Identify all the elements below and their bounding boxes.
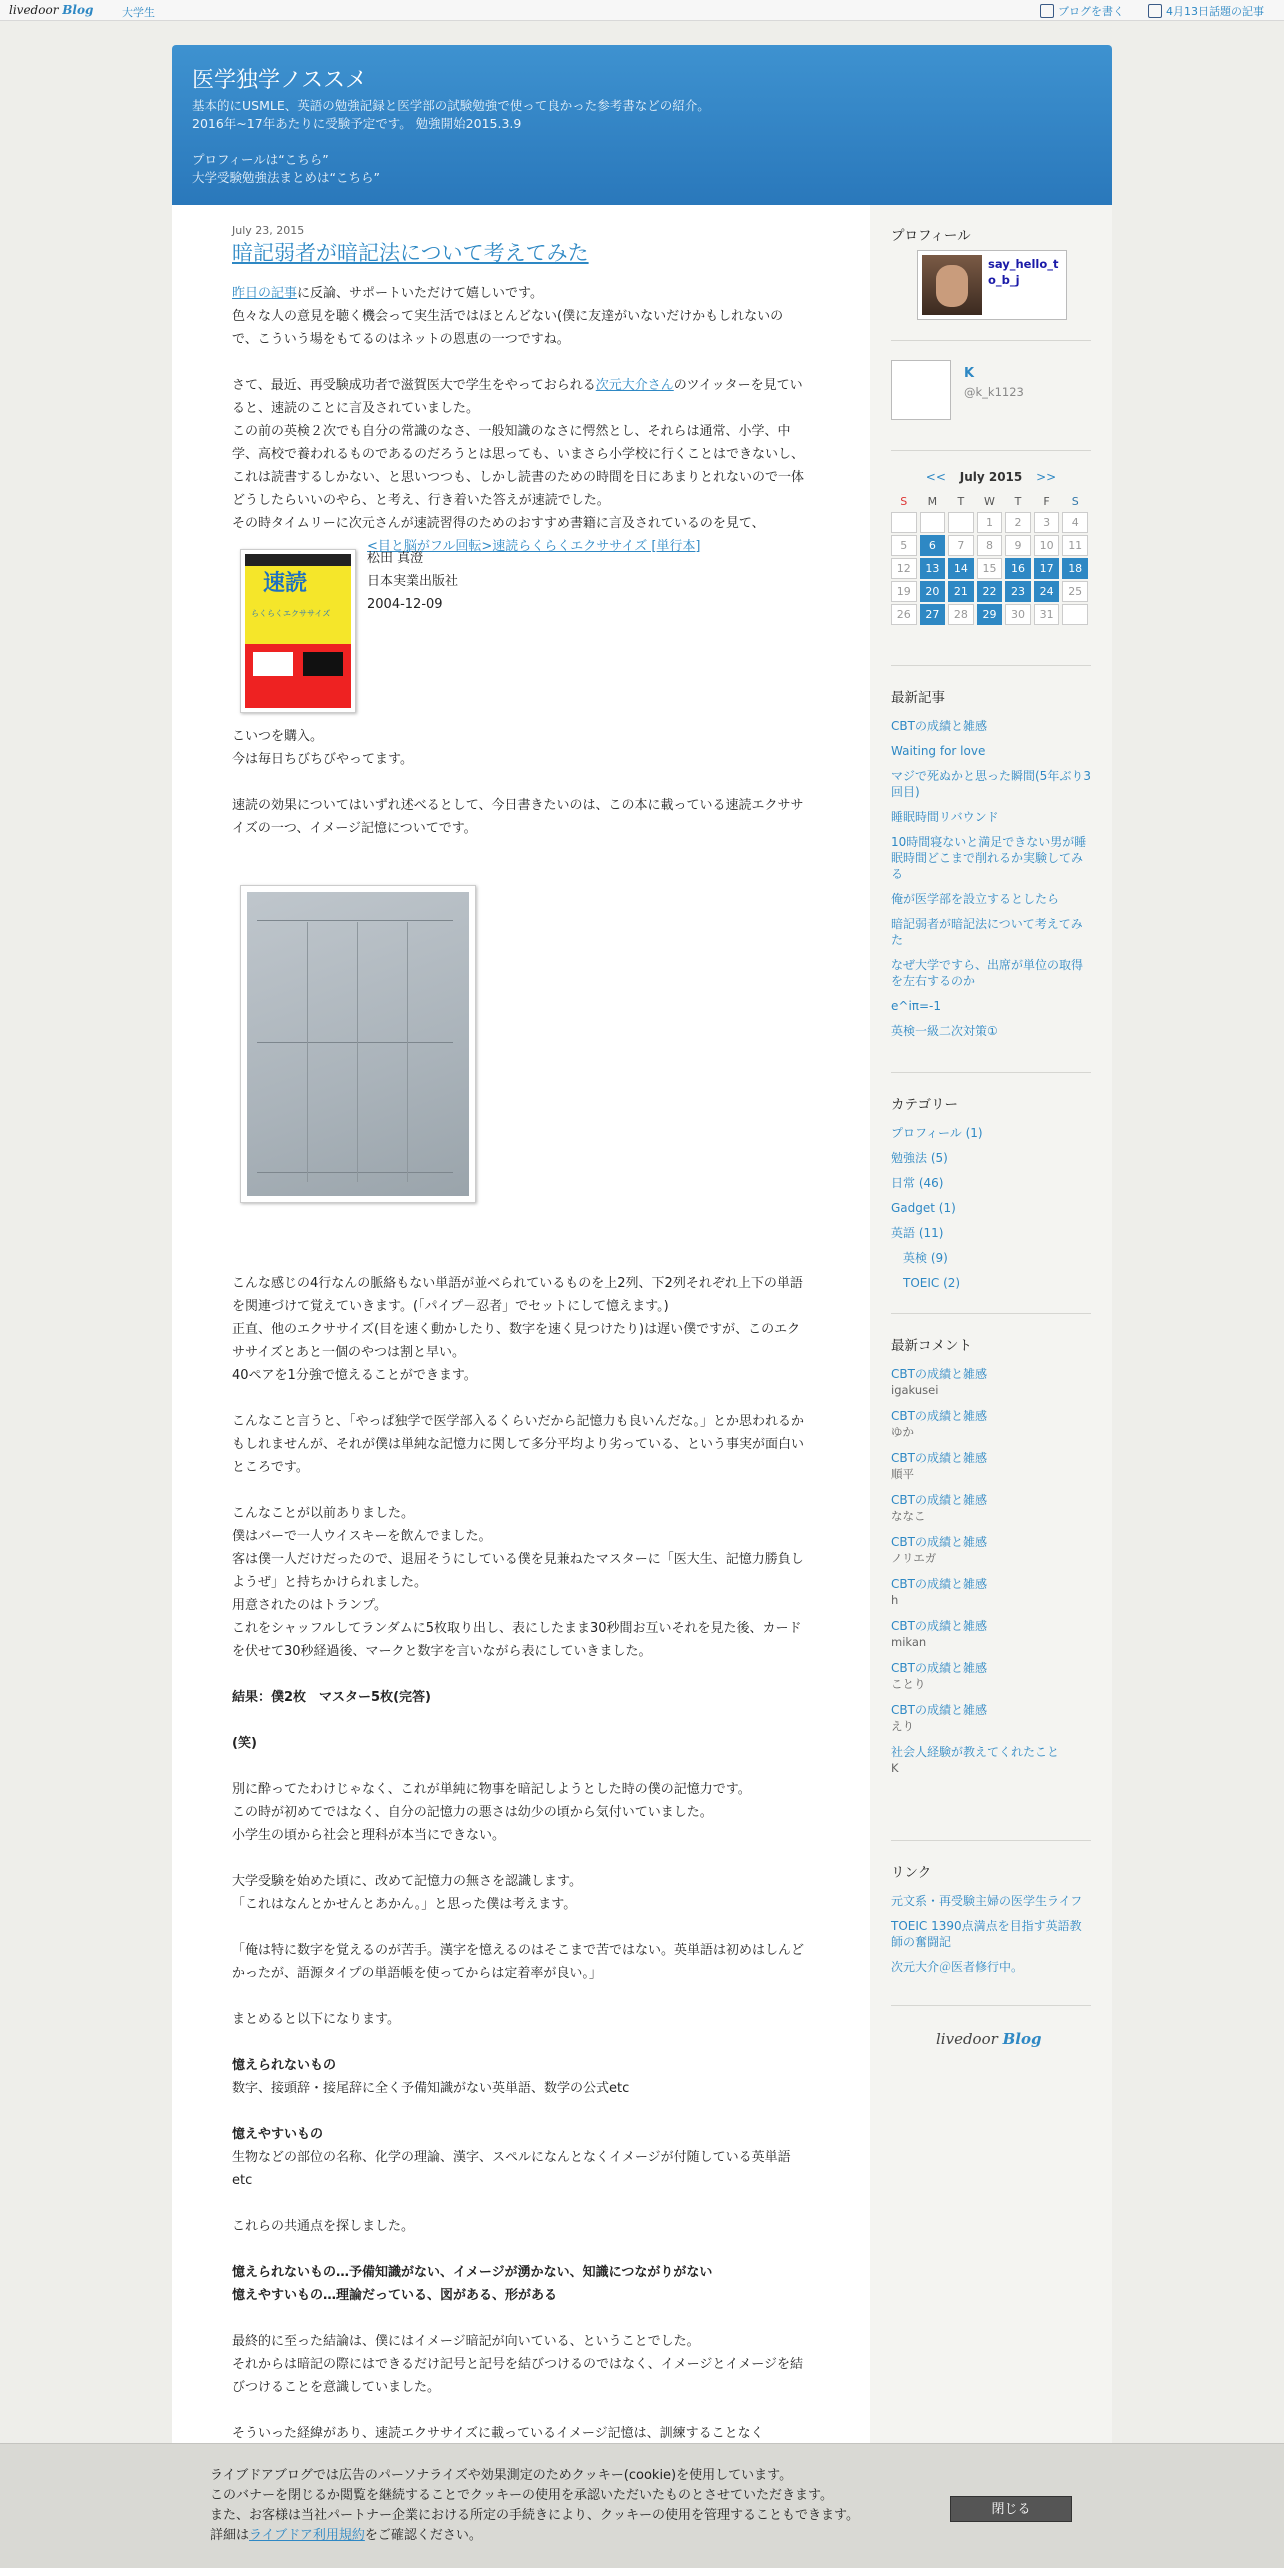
calendar-day: 28 [948,604,974,625]
comments-list [891,1366,1091,1776]
recent-posts-section [891,686,1091,1048]
recent-post-item [891,718,1091,734]
link-item [891,1893,1091,1909]
calendar-icon [1148,4,1162,18]
recent-post-item [891,998,1091,1014]
cookie-line: また、お客様は当社パートナー企業における所定の手続きにより、クッキーの使用を管理することもできます。 [210,2508,859,2523]
calendar-day: 25 [1062,581,1088,602]
category-link[interactable]: 英検 (9) [903,1251,948,1265]
category-link[interactable]: 勉強法 (5) [891,1151,948,1165]
link-item [891,1918,1091,1950]
weekday-label: F [1043,494,1050,508]
calendar-day-link[interactable]: 23 [1005,581,1031,602]
comment-item [891,1744,1091,1776]
topic-link[interactable] [1148,3,1264,19]
comment-item [891,1702,1091,1734]
calendar-day: 30 [1005,604,1031,625]
paragraph: その時タイムリーに次元さんが速読習得のためのおすすめ書籍に言及されているのを見て、 [232,516,765,531]
calendar-day: 5 [891,535,917,556]
calendar-day: 12 [891,558,917,579]
calendar-day-link[interactable]: 13 [920,558,946,579]
profile-heading: プロフィール [891,228,971,244]
calendar-day-link[interactable]: 14 [948,558,974,579]
subheading [232,2123,806,2146]
paragraph: 速読の効果についてはいずれ述べるとして、今日書きたいのは、この本に載っている速読エクササイズの一つ、イメージ記憶についてです。 [232,798,804,836]
text: こいつを購入。 [232,729,324,744]
comment-author: えり [891,1719,914,1733]
cookie-line: ライブドアブログでは広告のパーソナライズや効果測定のためクッキー(cookie)を使用しています。 [210,2468,793,2483]
recent-post-link[interactable]: 10時間寝ないと満足できない男が睡眠時間どこまで削れるか実験してみる [891,835,1087,881]
book-date: 2004-12-09 [367,597,443,612]
divider [891,1313,1091,1314]
calendar-day-link[interactable]: 21 [948,581,974,602]
paragraph: こんなことが以前ありました。 [232,1506,415,1521]
result [232,1686,806,1709]
text: 色々な人の意見を聴く機会って実生活ではほとんどない(僕に友達がいないだけかもしれないので、こういう場をもてるのはネットの恩恵の一つですね。 [232,309,784,347]
book-cover-title: 速読 [263,571,308,596]
category-item [891,1225,1091,1241]
calendar-day: 11 [1062,535,1088,556]
desc-spacer [192,133,952,151]
calendar-grid [888,490,1091,627]
paragraph: それからは暗記の際にはできるだけ記号と記号を結びつけるのではなく、イメージとイメージを結びつけることを意識していました。 [232,2357,803,2395]
comment-item [891,1450,1091,1482]
comment-post-link[interactable]: 社会人経験が教えてくれたこと [891,1745,1060,1759]
divider [891,2005,1091,2006]
recent-post-link[interactable]: 暗記弱者が暗記法について考えてみた [891,917,1083,947]
paragraph: 別に酔ってたわけじゃなく、これが単純に物事を暗記しようとした時の僕の記憶力です。 [232,1782,751,1797]
calendar-month: July 2015 [959,470,1023,484]
recent-post-item [891,834,1091,882]
recent-comments-section [891,1334,1091,1786]
recent-post-item [891,743,1091,759]
comment-author: mikan [891,1635,927,1649]
cookie-line [210,2526,930,2546]
logo-blog-text: Blog [62,3,94,17]
bold-text: 憶えられないもの…予備知識がない、イメージが湧かない、知識につながりがない [232,2265,713,2280]
category-link[interactable]: 英語 (11) [891,1226,944,1240]
comment-author: ことり [891,1677,926,1691]
calendar-next-button[interactable]: >> [1036,470,1057,484]
book-cover-image[interactable] [240,549,356,713]
calendar-day-link[interactable]: 24 [1034,581,1060,602]
weekday-label: S [1071,494,1079,508]
comment-post-link[interactable]: CBTの成績と雑感 [891,1367,987,1381]
blog-description [192,97,952,187]
paragraph [232,725,806,771]
calendar-day: 10 [1034,535,1060,556]
cookie-text [210,2466,930,2546]
calendar-header [891,470,1091,484]
category-item [891,1125,1091,1141]
paragraph: 数字、接頭辞・接尾辞に全く予備知識がない英単語、数学の公式etc [232,2081,630,2096]
subheading-text: 憶えやすいもの [232,2127,324,2142]
weekday-label: M [927,494,938,508]
bold-line [232,2261,806,2284]
calendar-day-link[interactable]: 20 [920,581,946,602]
divider [891,340,1091,341]
calendar-day: 7 [948,535,974,556]
recent-post-link[interactable]: 英検一級二次対策① [891,1024,998,1038]
topic-label: 4月13日話題の記事 [1166,5,1264,18]
paragraph: 客は僕一人だけだったので、退屈そうにしている僕を見兼ねたマスターに「医大生、記憶力勝負しようぜ」と持ちかけられました。 [232,1552,804,1590]
weekday-label: T [957,494,965,508]
links-list [891,1893,1091,1975]
comment-post-link[interactable]: CBTの成績と雑感 [891,1577,987,1591]
category-item [891,1175,1091,1191]
calendar-day-link[interactable]: 18 [1062,558,1088,579]
comment-item [891,1534,1091,1566]
paragraph: この前の英検２次でも自分の常識のなさ、一般知識のなさに愕然とし、それらは通常、小学、中学、高校で養われるものであるのだろうとは思っても、いまさら小学校に行くことはできないし、これは読書するしかない、と思いつつも、しかし読書のための時間を日にあまりとれないので一体どうしたらいいのやら、と考え、行き着いた答えが速読でした。 [232,424,805,508]
comment-item [891,1366,1091,1398]
comment-post-link[interactable]: CBTの成績と雑感 [891,1451,987,1465]
paragraph: 用意されたのはトランプ。 [232,1598,387,1613]
comment-post-link[interactable]: CBTの成績と雑感 [891,1535,987,1549]
paragraph [232,374,806,420]
book-publisher: 日本実業出版社 [367,574,459,589]
paragraph: そういった経緯があり、速読エクササイズに載っているイメージ記憶は、訓練することなく [232,2426,764,2441]
text: さて、最近、再受験成功者で滋賀医大で学生をやっておられる [232,378,596,393]
calendar-day: 3 [1034,512,1060,533]
recent-post-item [891,957,1091,989]
desc-profile-line[interactable]: プロフィールは“こちら” [192,152,329,167]
recent-post-link[interactable]: Waiting for love [891,744,986,758]
book-link[interactable]: <目と脳がフル回転>速読らくらくエクササイズ [単行本] [367,539,701,554]
comment-author: h [891,1593,899,1607]
calendar-day-link[interactable]: 6 [920,535,946,556]
category-heading: カテゴリー [891,1097,958,1113]
bold-line [232,2284,806,2307]
text: のツイッターを見ていると、速読のことに言及されていました。 [232,378,803,416]
desc-line: 2016年~17年あたりに受験予定です。 勉強開始2015.3.9 [192,116,522,131]
category-item [891,1200,1091,1216]
result-text: 結果：僕2枚 マスター5枚(完答) [232,1690,431,1705]
external-link[interactable]: 次元大介＠医者修行中。 [891,1960,1024,1974]
footer-logo-blog: Blog [1002,2030,1042,2048]
paragraph: 「これはなんとかせんとあかん。」と思った僕は考えます。 [232,1897,577,1912]
category-list [891,1125,1091,1291]
subheading [232,2054,806,2077]
calendar-day-link[interactable]: 22 [977,581,1003,602]
calendar-day [920,512,946,533]
write-blog-label: ブログを書く [1058,5,1124,18]
weekday-label: T [1014,494,1022,508]
footer-logo-text: livedoor [936,2030,998,2048]
external-link[interactable]: TOEIC 1390点満点を目指す英語教師の奮闘記 [891,1919,1082,1949]
category-item [891,1150,1091,1166]
calendar-day: 2 [1005,512,1031,533]
amazon-book-box [232,535,806,725]
weekday-label: S [900,494,908,508]
k-avatar[interactable] [891,360,951,420]
paragraph: この時が初めてではなく、自分の記憶力の悪さは幼少の頃から気付いていました。 [232,1805,713,1820]
profile-card[interactable] [917,250,1067,320]
comment-item [891,1408,1091,1440]
calendar-day [1062,604,1088,625]
calendar [891,470,1091,627]
recent-post-link[interactable]: マジで死ぬかと思った瞬間(5年ぶり3回目) [891,769,1091,799]
book-cover-subtitle: らくらくエクササイズ [251,609,331,618]
terms-link[interactable]: ライブドア利用規約 [249,2528,365,2543]
category-link[interactable]: プロフィール (1) [891,1126,983,1140]
paragraph: これらの共通点を探しました。 [232,2219,415,2234]
links-section [891,1861,1091,1984]
calendar-day-link[interactable]: 29 [977,604,1003,625]
calendar-day: 4 [1062,512,1088,533]
k-name-link[interactable]: K [964,366,975,381]
blog-header [172,45,1112,205]
write-blog-button[interactable] [1040,3,1124,19]
comment-author: igakusei [891,1383,939,1397]
desc-study-line[interactable]: 大学受験勉強法まとめは“こちら” [192,170,380,185]
calendar-day-link[interactable]: 16 [1005,558,1031,579]
category-link[interactable]: TOEIC (2) [903,1276,961,1290]
livedoor-logo[interactable] [9,3,93,17]
bold-text: 憶えやすいもの…理論だっている、図がある、形がある [232,2288,558,2303]
calendar-day: 26 [891,604,917,625]
comment-post-link[interactable]: CBTの成績と雑感 [891,1409,987,1423]
paragraph: 僕はバーで一人ウイスキーを飲んでました。 [232,1529,492,1544]
recent-post-item [891,809,1091,825]
comment-author: ななこ [891,1509,926,1523]
calendar-day: 31 [1034,604,1060,625]
paragraph: 大学受験を始めた頃に、改めて記憶力の無さを認識します。 [232,1874,582,1889]
blog-title[interactable]: 医学独学ノススメ [192,68,368,93]
top-bar [0,0,1284,21]
calendar-day [891,512,917,533]
paragraph: 生物などの部位の名称、化学の理論、漢字、スペルになんとなくイメージが付随している英単語etc [232,2150,791,2188]
recent-post-link[interactable]: なぜ大学ですら、出席が単位の取得を左右するのか [891,958,1084,988]
divider [891,1840,1091,1841]
recent-post-item [891,768,1091,800]
comment-author: ゆか [891,1425,914,1439]
category-section [891,1093,1091,1300]
subheading-text: 憶えられないもの [232,2058,337,2073]
cookie-banner [0,2443,1284,2568]
comment-author: ノリエガ [891,1551,937,1565]
text: 詳細は [210,2528,250,2543]
weekday-label: W [984,494,995,508]
exercise-photo[interactable] [240,885,476,1203]
category-link[interactable]: Gadget (1) [891,1201,956,1215]
calendar-prev-button[interactable]: << [925,470,946,484]
calendar-day: 1 [977,512,1003,533]
calendar-day-link[interactable]: 17 [1034,558,1060,579]
paragraph: こんな感じの4行なんの脈絡もない単語が並べられているものを上2列、下2列それぞれ上下の単語を関連づけて覚えていきます。(「パイプ－忍者」でセットにして憶えます。) [232,1276,803,1314]
recent-post-link[interactable]: 俺が医学部を設立するとしたら [891,892,1060,906]
profile-name: say_hello_to_b_j [988,257,1059,287]
recent-post-link[interactable]: CBTの成績と雑感 [891,719,987,733]
comment-post-link[interactable]: CBTの成績と雑感 [891,1703,987,1717]
text: をご確認ください。 [364,2528,482,2543]
category-item [891,1250,1091,1266]
book-author: 松田 真澄 [367,551,424,566]
comment-post-link[interactable]: CBTの成績と雑感 [891,1619,987,1633]
links-heading: リンク [891,1865,932,1881]
recent-post-link[interactable]: 睡眠時間リバウンド [891,810,999,824]
comment-author: K [891,1761,899,1775]
logo-text: livedoor [9,3,59,17]
livedoor-blog-footer-logo[interactable] [936,2030,1041,2048]
book-meta [367,547,458,616]
paragraph: こんなこと言うと、「やっぱ独学で医学部入るくらいだから記憶力も良いんだな。」とか思われるかもしれませんが、それが僕は単純な記憶力に関して多分平均より劣っている、という事実が面白いところです。 [232,1414,805,1475]
paragraph: 「俺は特に数字を覚えるのが苦手。漢字を憶えるのはそこまで苦ではない。英単語は初めはしんどかったが、語源タイプの単語帳を使ってからは定着率が良い。」 [232,1943,805,1981]
text: に反論、サポートいただけて嬉しいです。 [297,286,543,301]
paragraph: まとめると以下になります。 [232,2012,400,2027]
prev-article-link[interactable]: 昨日の記事 [232,286,298,301]
divider [891,665,1091,666]
calendar-day: 8 [977,535,1003,556]
category-link[interactable]: 日常 (46) [891,1176,944,1190]
post-date: July 23, 2015 [232,224,305,237]
jigen-link[interactable]: 次元大介さん [595,378,674,393]
calendar-day [948,512,974,533]
calendar-day: 19 [891,581,917,602]
paragraph: 最終的に至った結論は、僕にはイメージ暗記が向いている、ということでした。 [232,2334,700,2349]
recent-post-item [891,891,1091,907]
book-cover-art [245,554,351,708]
k-twitter-id[interactable]: @k_k1123 [964,385,1024,399]
calendar-day: 15 [977,558,1003,579]
text: 今は毎日ちびちびやってます。 [232,752,413,767]
comment-item [891,1660,1091,1692]
link-item [891,1959,1091,1975]
category-item [891,1275,1091,1291]
recent-post-item [891,1023,1091,1039]
cookie-close-button[interactable]: 閉じる [950,2496,1072,2522]
calendar-day-link[interactable]: 27 [920,604,946,625]
paragraph: 小学生の頃から社会と理科が本当にできない。 [232,1828,506,1843]
photo-content [247,892,469,1196]
desc-line: 基本的にUSMLE、英語の勉強記録と医学部の試験勉強で使って良かった参考書などの紹介。 [192,98,710,113]
post-title[interactable]: 暗記弱者が暗記法について考えてみた [232,241,589,265]
recent-heading: 最新記事 [891,690,945,706]
comment-item [891,1618,1091,1650]
paragraph [232,282,806,351]
calendar-day: 9 [1005,535,1031,556]
external-link[interactable]: 元文系・再受験主婦の医学生ライフ [891,1894,1083,1908]
comment-author: 順平 [891,1467,914,1481]
category-link[interactable]: 大学生 [122,6,155,19]
avatar [922,255,982,315]
laugh-text: (笑) [232,1736,257,1751]
article [232,224,806,2445]
cookie-line: このバナーを閉じるか閲覧を継続することでクッキーの使用を承認いただいたものとさせていただきます。 [210,2488,833,2503]
recent-post-link[interactable]: e^iπ=-1 [891,999,942,1013]
paragraph: 正直、他のエクササイズ(目を速く動かしたり、数字を速く見つけたり)は遅い僕ですが、このエクササイズとあと一個のやつは割と早い。 [232,1322,801,1360]
paragraph: 40ペアを1分強で憶えることができます。 [232,1368,477,1383]
recent-post-item [891,916,1091,948]
pencil-icon [1040,4,1054,18]
recent-posts-list [891,718,1091,1039]
divider [891,1072,1091,1073]
comment-item [891,1492,1091,1524]
comment-item [891,1576,1091,1608]
comments-heading: 最新コメント [891,1338,972,1354]
comment-post-link[interactable]: CBTの成績と雑感 [891,1661,987,1675]
paragraph: これをシャッフルしてランダムに5枚取り出し、表にしたまま30秒間お互いそれを見た後、カードを伏せて30秒経過後、マークと数字を言いながら表にしていきました。 [232,1621,802,1659]
divider [891,450,1091,451]
laugh [232,1732,806,1755]
comment-post-link[interactable]: CBTの成績と雑感 [891,1493,987,1507]
